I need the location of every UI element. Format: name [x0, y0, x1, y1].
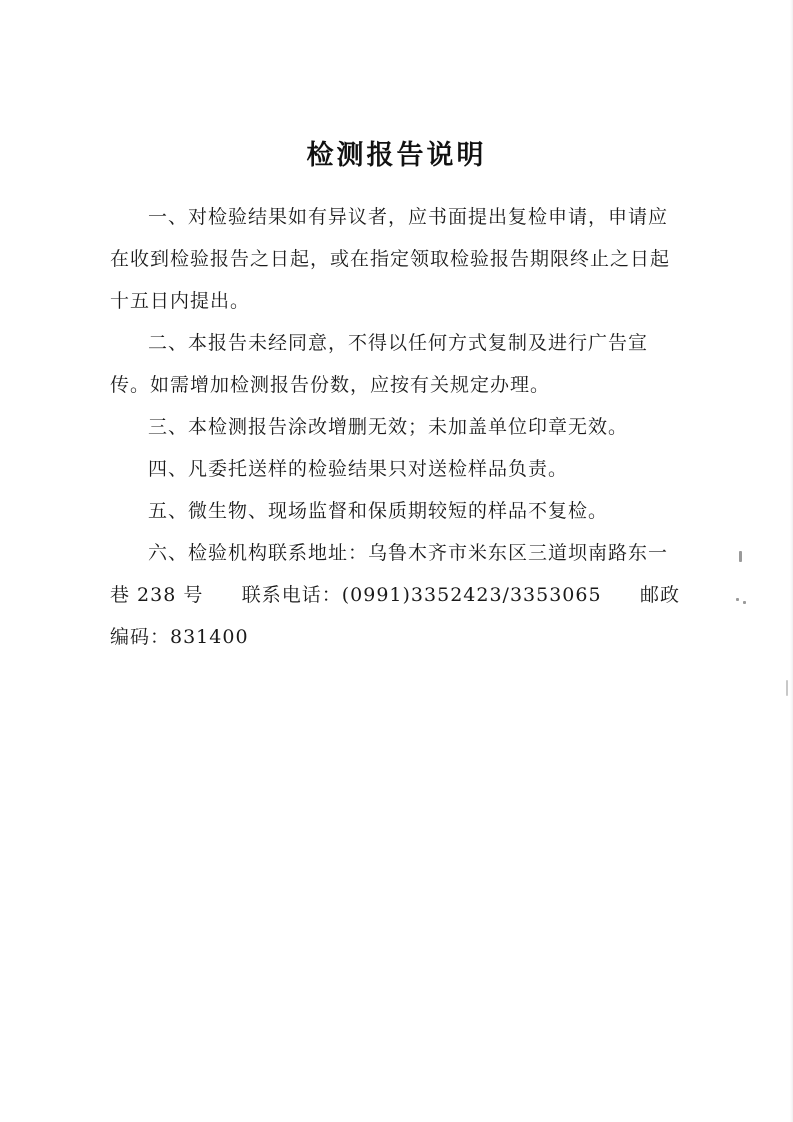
postal-code: 编码：831400 — [110, 626, 249, 648]
paragraph-2: 二、本报告未经同意，不得以任何方式复制及进行广告宣传。如需增加检测报告份数，应按有关规定办理。 — [110, 332, 649, 396]
scan-speck-2 — [736, 598, 739, 601]
paragraph-4: 四、凡委托送样的检验结果只对送检样品负责。 — [148, 458, 569, 480]
phone-number: 联系电话：(0991)3352423/3353065 — [241, 584, 602, 606]
scan-speck-1 — [739, 551, 742, 562]
document-title: 检测报告说明 — [306, 140, 487, 171]
postal-label: 邮政 — [639, 584, 680, 606]
scan-speck-4 — [786, 680, 788, 696]
address-tail: 巷 238 号 — [110, 584, 204, 606]
paragraph-5: 五、微生物、现场监督和保质期较短的样品不复检。 — [148, 500, 609, 522]
paragraph-1: 一、对检验结果如有异议者，应书面提出复检申请，申请应在收到检验报告之日起，或在指定领取检验报告期限终止之日起十五日内提出。 — [110, 206, 671, 312]
contact-row — [110, 574, 680, 616]
paragraph-6: 六、检验机构联系地址：乌鲁木齐市米东区三道坝南路东一 — [148, 542, 669, 564]
paragraph-3: 三、本检测报告涂改增删无效；未加盖单位印章无效。 — [148, 416, 629, 438]
scan-speck-3 — [743, 601, 746, 604]
